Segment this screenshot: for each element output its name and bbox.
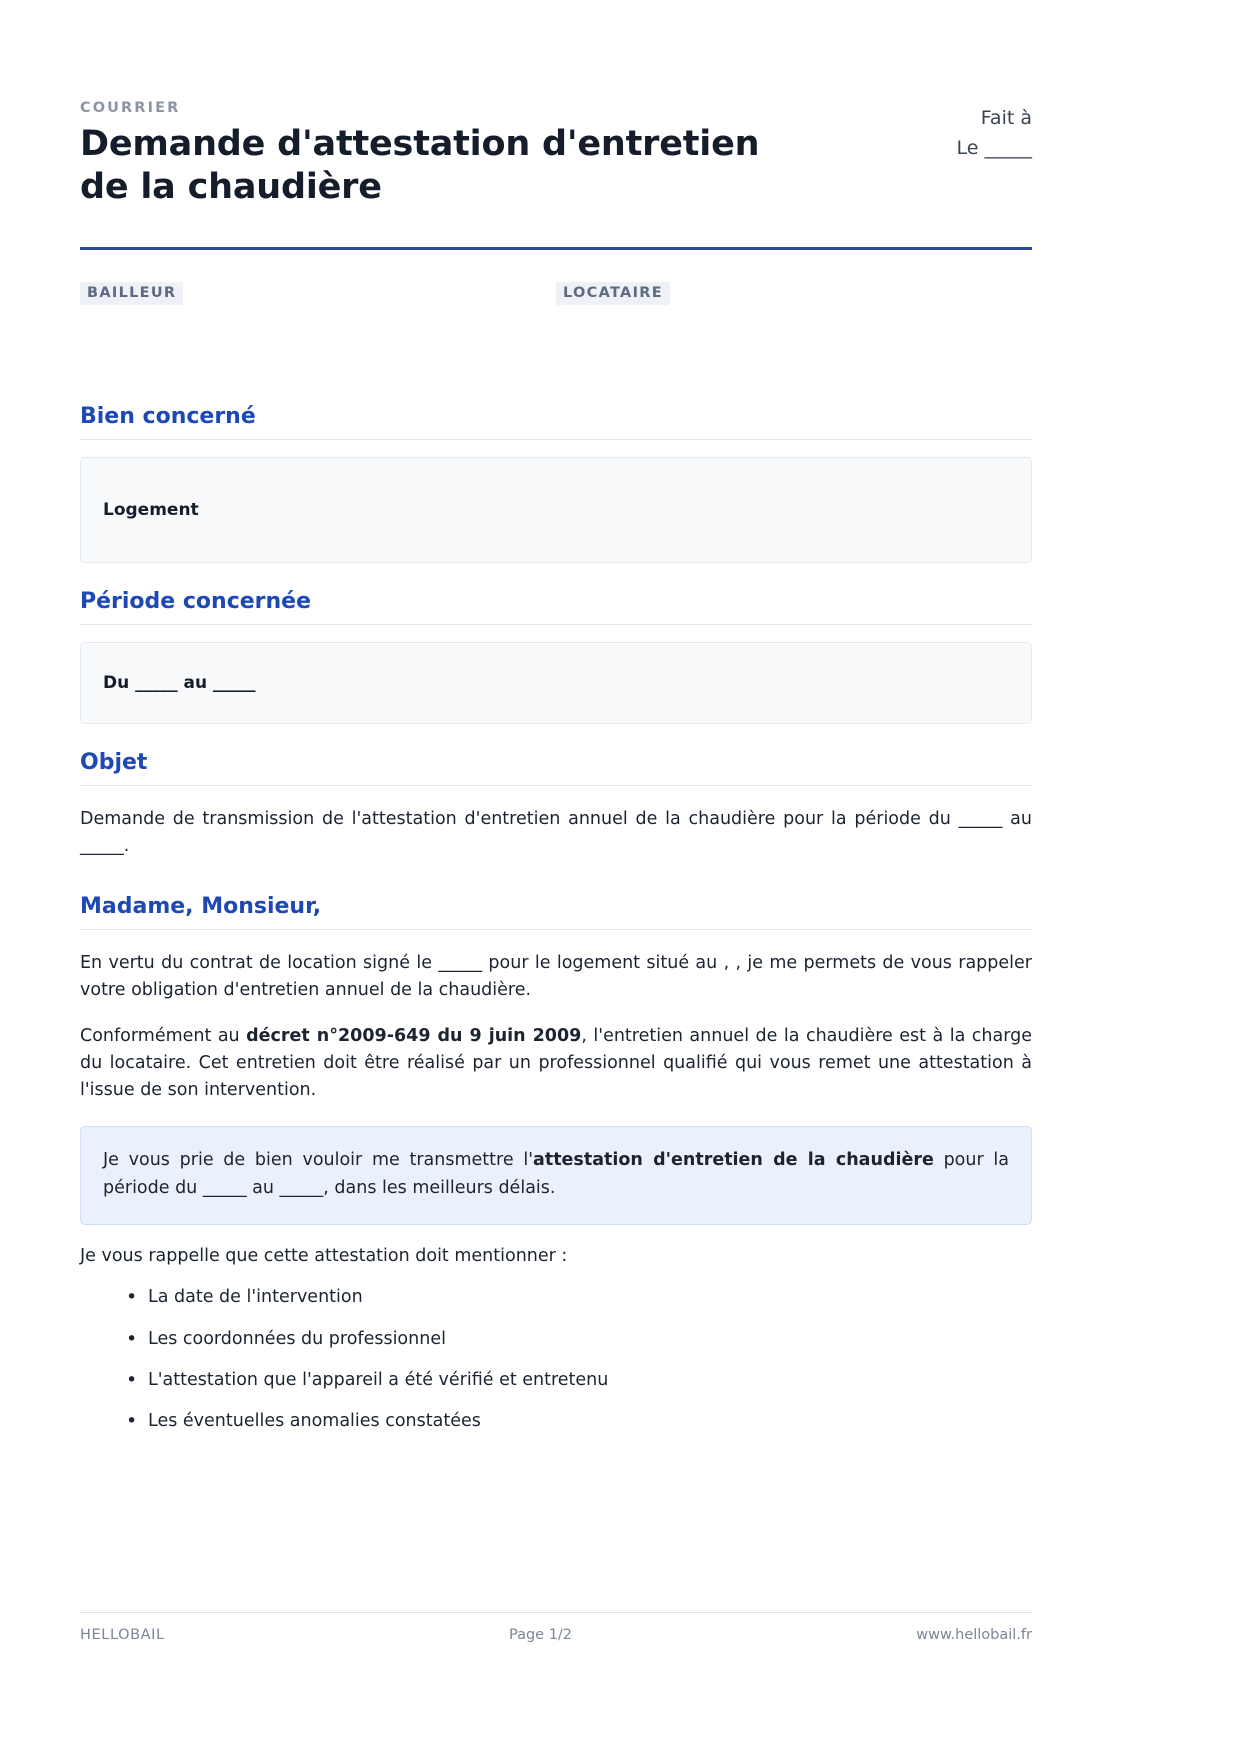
section-divider-objet: [80, 785, 1032, 786]
section-title-bien: Bien concerné: [80, 404, 256, 430]
header-divider: [80, 247, 1032, 250]
section-periode-concernee: [80, 589, 1032, 724]
bien-field-box: [80, 457, 1032, 563]
footer-brand: HELLOBAIL: [80, 1627, 165, 1643]
periode-field-box: [80, 642, 1032, 724]
bailleur-label: BAILLEUR: [80, 282, 183, 305]
footer-row: [80, 1627, 1032, 1643]
paragraph-2-after: , l'entretien annuel de la chaudière est à la charge du locataire. Cet entretien doit être réalisé par un professionnel qualifié qui vous remet une attestation à l'issue de son intervention.: [80, 1025, 1032, 1100]
callout-before: Je vous prie de bien vouloir me transmettre l': [103, 1149, 534, 1170]
section-divider-periode: [80, 624, 1032, 625]
callout-after: pour la période du _____ au _____, dans les meilleurs délais.: [103, 1149, 1009, 1198]
footer-page-number: Page 1/2: [508, 1627, 573, 1643]
section-title-objet: Objet: [80, 750, 148, 776]
le-date-field: Le _____: [956, 137, 1032, 160]
list-item: • Les éventuelles anomalies constatées: [148, 1408, 1032, 1434]
body-paragraph-1: En vertu du contrat de location signé le _____ pour le logement situé au , , je me permets de vous rappeler votre obligation d'entretien annuel de la chaudière.: [80, 953, 1032, 1001]
document-category-eyebrow: COURRIER: [80, 100, 181, 116]
section-divider-salutation: [80, 929, 1032, 930]
salutation-title: Madame, Monsieur,: [80, 894, 322, 920]
section-bien-concerne: [80, 404, 1032, 563]
document-footer: [80, 1612, 1032, 1643]
section-objet: [80, 750, 1032, 860]
body-paragraph-2: [80, 1023, 1032, 1104]
section-title-periode: Période concernée: [80, 589, 312, 615]
document-content: [80, 0, 1032, 1449]
list-item: • Les coordonnées du professionnel: [148, 1326, 1032, 1352]
footer-divider: [80, 1612, 1032, 1613]
parties-row: [80, 282, 1032, 378]
list-item: • La date de l'intervention: [148, 1284, 1032, 1310]
list-item: • L'attestation que l'appareil a été vérifié et entretenu: [148, 1367, 1032, 1393]
logement-label: Logement: [103, 500, 199, 521]
party-bailleur: [80, 282, 556, 378]
section-divider-bien: [80, 439, 1032, 440]
party-locataire: [556, 282, 1032, 378]
page-title: Demande d'attestation d'entretien de la chaudière: [80, 124, 760, 208]
periode-range-field: Du _____ au _____: [103, 673, 256, 694]
list-intro-text: Je vous rappelle que cette attestation doit mentionner :: [80, 1246, 568, 1267]
request-callout-box: [80, 1126, 1032, 1225]
fait-a-label: Fait à: [980, 107, 1032, 129]
header-title-block: [80, 100, 780, 209]
callout-highlight: attestation d'entretien de la chaudière: [533, 1149, 934, 1170]
callout-text: [103, 1147, 1009, 1202]
requirements-list: [80, 1284, 1032, 1434]
decret-reference: décret n°2009-649 du 9 juin 2009: [246, 1025, 582, 1046]
footer-website: www.hellobail.fr: [916, 1627, 1032, 1643]
objet-text: Demande de transmission de l'attestation d'entretien annuel de la chaudière pour la période du _____ au _____.: [80, 809, 1032, 857]
header-place-date-block: [957, 100, 1032, 164]
paragraph-2-before: Conformément au: [80, 1025, 247, 1046]
locataire-label: LOCATAIRE: [556, 282, 670, 305]
document-header: [80, 0, 1032, 209]
